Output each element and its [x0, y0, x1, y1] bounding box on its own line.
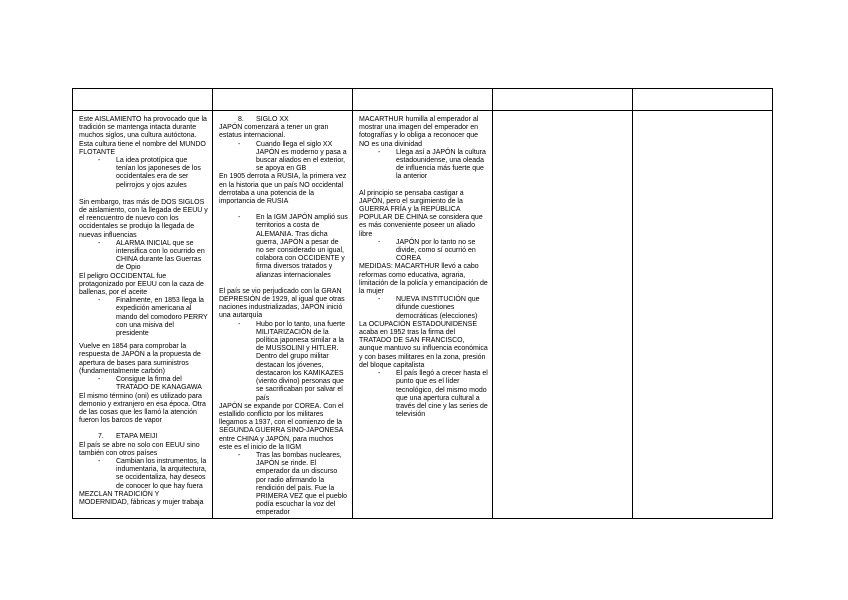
- bullet-marker: -: [98, 457, 101, 465]
- bullet-text: ALARMA INICIAL que se intensifica con lo ocurrido en CHINA durante las Guerras de Opio: [116, 239, 205, 272]
- section-heading: [219, 116, 348, 124]
- header-cell: [493, 89, 633, 111]
- paragraph: MACARTHUR humilla al emperador al mostrar una imagen del emperador en fotografías y lo obliga a reconocer que NO es una divinidad: [359, 116, 479, 148]
- bullet-text: Consigue la firma del TRATADO DE KANAGAWA: [116, 376, 202, 392]
- paragraph: Al principio se pensaba castigar a JAPÓN, pero el surgimiento de la GUERRA FRÍA y la REPÚBLICA POPULAR DE CHINA se considera que es más conveniente poseer un aliado libre: [359, 189, 483, 238]
- bullet-text: JAPÓN por lo tanto no se divide, como sí ocurrió en COREA: [396, 238, 476, 263]
- bullet-marker: -: [98, 157, 101, 165]
- cell-body: [73, 111, 212, 507]
- paragraph: El mismo término (oni) es utilizado para demonio y extranjero en esa época. Otra de las cosas que les llamó la atención fueron los barcos de vapor: [79, 392, 206, 425]
- bullet-item: [79, 297, 208, 338]
- bullet-item: [79, 458, 208, 491]
- bullet-item: [219, 214, 348, 280]
- bullet-marker: -: [98, 376, 101, 384]
- bullet-marker: -: [98, 297, 101, 305]
- bullet-text: Cambian los instrumentos, la indumentaria, la arquitectura, se occidentaliza, hay deseos de conocer lo que hay fuera: [116, 457, 207, 490]
- content-cell: [633, 111, 773, 519]
- section-number: 8.: [238, 116, 244, 123]
- bullet-text: Hubo por lo tanto, una fuerte MILITARIZACIÓN de la política japonesa similar a la de MUSSOLINI y HITLER. Dentro del grupo militar destacan los jóvenes, destacaron los KAMIKAZES (viento divino) personas que se sacrificaban por salvar el país: [256, 320, 346, 402]
- content-row: [73, 111, 773, 519]
- section-heading: [79, 433, 208, 441]
- bullet-item: [359, 239, 488, 264]
- header-cell: [353, 89, 493, 111]
- header-cell: [633, 89, 773, 111]
- bullet-item: [219, 452, 348, 518]
- bullet-item: [219, 321, 348, 403]
- paragraph: En 1905 derrota a RUSIA, la primera vez en la historia que un país NO occidental derrotaba a una potencia de la importancia de RUSIA: [219, 173, 347, 206]
- bullet-item: [79, 157, 208, 190]
- bullet-marker: -: [98, 239, 101, 247]
- bullet-item: [359, 149, 488, 182]
- paragraph: El peligro OCCIDENTAL fue protagonizado por EEUU con la caza de ballenas, por el aceite: [79, 272, 204, 297]
- bullet-item: [359, 370, 488, 419]
- header-cell: [73, 89, 213, 111]
- paragraph: MEZCLAN TRADICIÓN Y MODERNIDAD, fábricas y mujer trabaja: [79, 490, 204, 506]
- header-cell: [213, 89, 353, 111]
- paragraph: El país se vio perjudicado con la GRAN DEPRESIÓN de 1929, al igual que otras naciones industrializadas, JAPÓN inició una autarquía: [219, 287, 345, 320]
- header-row: [73, 89, 773, 111]
- bullet-text: En la IGM JAPÓN amplió sus territorios a costa de ALEMANIA. Tras dicha guerra, JAPÓN a pesar de no ser considerado un igual, colabora con OCCIDENTE y firma diversos tratados y alianzas internacionales: [256, 214, 348, 279]
- paragraph: MEDIDAS: MACARTHUR llevó a cabo reformas como educativa, agraria, limitación de la policía y emancipación de la mujer: [359, 263, 488, 296]
- paragraph: JAPÓN comenzará a tener un gran estatus internacional.: [219, 124, 329, 140]
- bullet-marker: -: [378, 370, 381, 378]
- paragraph: Sin embargo, tras más de DOS SIGLOS de aislamiento, con la llegada de EEUU y el reencuentro de nuevo con los occidentales se produjo la llegada de nuevas influencias: [79, 198, 208, 239]
- content-cell: [493, 111, 633, 519]
- bullet-marker: -: [238, 214, 241, 222]
- bullet-marker: -: [238, 451, 241, 459]
- bullet-text: NUEVA INSTITUCIÓN que difunde cuestiones democráticas (elecciones): [396, 296, 480, 320]
- bullet-item: [79, 240, 208, 273]
- bullet-text: Finalmente, en 1853 llega la expedición americana al mando del comodoro PERRY con una misiva del presidente: [116, 297, 208, 338]
- notes-table: [72, 88, 773, 519]
- paragraph: JAPÓN se expande por COREA. Con el estallido conflicto por los militares llegamos a 1937, con el comienzo de la SEGUNDA GUERRA SINO-JAPONESA entre CHINA y JAPÓN, para muchos este es el inicio de la IIGM: [219, 402, 344, 451]
- bullet-item: [219, 141, 348, 174]
- bullet-text: Llega así a JAPÓN la cultura estadounidense, una oleada de influencia más fuerte que la anterior: [396, 148, 486, 181]
- bullet-marker: -: [378, 296, 381, 304]
- bullet-marker: -: [238, 140, 241, 148]
- bullet-marker: -: [238, 320, 241, 328]
- section-number: 7.: [98, 433, 104, 441]
- bullet-text: El país llegó a crecer hasta el punto que es el líder tecnológico, del mismo modo que una apertura cultural a través del cine y las series de televisión: [396, 370, 488, 419]
- bullet-marker: -: [378, 238, 381, 246]
- bullet-text: La idea prototípica que tenían los japoneses de los occidentales era de ser pelirrojos y ojos azules: [116, 157, 201, 189]
- section-title: SIGLO XX: [256, 116, 289, 123]
- bullet-text: Tras las bombas nucleares, JAPÓN se rinde. El emperador da un discurso por radio afirmando la rendición del país. Fue la PRIMERA VEZ que el pueblo podía escuchar la voz del emperador: [256, 451, 348, 517]
- bullet-item: [359, 296, 488, 321]
- paragraph: Este AISLAMIENTO ha provocado que la tradición se mantenga intacta durante muchos siglos, una cultura autóctona. Esta cultura tiene el nombre del MUNDO FLOTANTE: [79, 116, 207, 156]
- bullet-text: Cuando llega el siglo XX JAPÓN es moderno y pasa a buscar aliados en el exterior, se apoya en GB: [256, 140, 347, 173]
- content-cell: [353, 111, 493, 519]
- paragraph: El país se abre no solo con EEUU sino también con otros países: [79, 441, 200, 457]
- paragraph: Vuelve en 1854 para comprobar la respuesta de JAPÓN a la propuesta de apertura de bases para suministros (fundamentalmente carbón): [79, 343, 201, 375]
- paragraph: La OCUPACIÓN ESTADOUNIDENSE acaba en 1952 tras la firma del TRATADO DE SAN FRANCISCO, aunque mantuvo su influencia económica y con bases militares en la zona, presión del bloque capitalista: [359, 320, 488, 369]
- content-cell: [213, 111, 353, 519]
- bullet-item: [79, 376, 208, 392]
- cell-body: [213, 111, 352, 518]
- content-cell: [73, 111, 213, 519]
- bullet-marker: -: [378, 148, 381, 156]
- section-title: ETAPA MEIJI: [116, 433, 158, 441]
- cell-body: [353, 111, 492, 419]
